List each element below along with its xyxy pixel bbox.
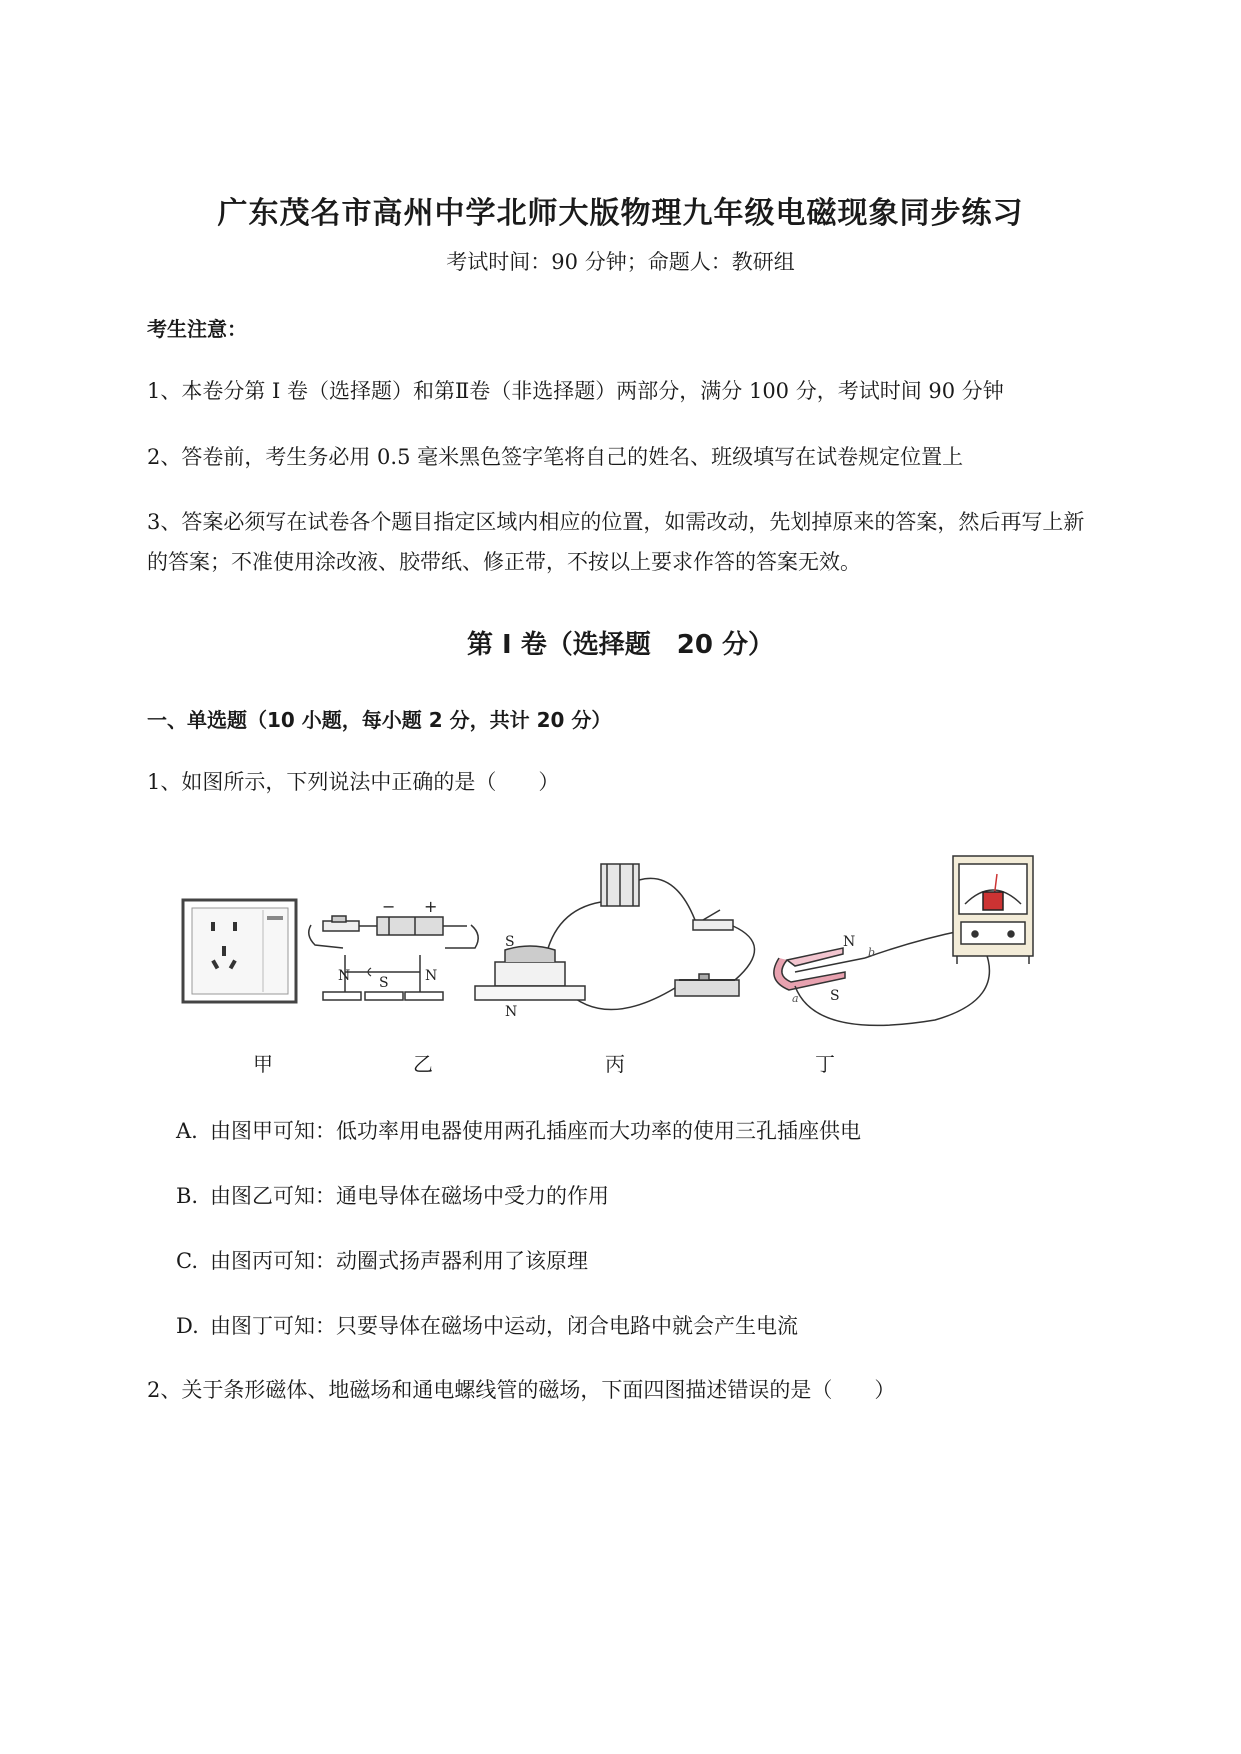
magnet-n: N (505, 1004, 518, 1020)
umagnet-n: N (843, 934, 856, 950)
option-text: 由图乙可知：通电导体在磁场中受力的作用 (210, 1184, 609, 1208)
option-letter: A. (176, 1119, 198, 1143)
option-d[interactable] (176, 1310, 798, 1340)
option-text: 由图甲可知：低功率用电器使用两孔插座而大功率的使用三孔插座供电 (210, 1119, 861, 1143)
wire-a: a (792, 992, 799, 1005)
rail-n-right: N (425, 968, 438, 984)
exam-info: 考试时间：90 分钟；命题人：教研组 (446, 250, 795, 274)
magnet-s: S (505, 934, 515, 950)
figure-label-jia: 甲 (253, 1052, 273, 1076)
question-2-stem: 2、关于条形磁体、地磁场和通电螺线管的磁场，下面四图描述错误的是（ ） (147, 1378, 896, 1402)
wire-b: b (868, 946, 876, 959)
notice-item-1: 1、本卷分第 I 卷（选择题）和第Ⅱ卷（非选择题）两部分，满分 100 分，考试时间 90 分钟 (147, 379, 1004, 403)
question-1-figure (175, 850, 1055, 1040)
notice-item-3: 3、答案必须写在试卷各个题目指定区域内相应的位置，如需改动，先划掉原来的答案，然后再写上新 (147, 510, 1085, 534)
umagnet-s: S (830, 988, 840, 1004)
magnet-circuit (475, 864, 755, 1010)
option-a[interactable] (176, 1115, 861, 1145)
rail-n-left: N (338, 968, 351, 984)
battery-minus: − (382, 897, 396, 916)
rail-circuit (309, 916, 478, 1000)
socket-panel (183, 900, 296, 1002)
figure-label-yi: 乙 (413, 1052, 433, 1076)
section-title: 第 I 卷（选择题 20 分） (466, 630, 774, 660)
battery-plus: + (424, 897, 438, 916)
part-heading: 一、单选题（10 小题，每小题 2 分，共计 20 分） (147, 708, 612, 732)
notice-item-3-cont: 的答案；不准使用涂改液、胶带纸、修正带，不按以上要求作答的答案无效。 (147, 550, 861, 574)
notice-heading: 考生注意： (147, 317, 247, 341)
question-1-stem: 1、如图所示，下列说法中正确的是（ ） (147, 770, 560, 794)
option-c[interactable] (176, 1245, 588, 1275)
option-text: 由图丙可知：动圈式扬声器利用了该原理 (210, 1249, 588, 1273)
option-letter: D. (176, 1314, 199, 1338)
figure-label-bing: 丙 (605, 1052, 625, 1076)
option-letter: B. (176, 1184, 199, 1208)
option-text: 由图丁可知：只要导体在磁场中运动，闭合电路中就会产生电流 (210, 1314, 798, 1338)
page-title: 广东茂名市高州中学北师大版物理九年级电磁现象同步练习 (217, 196, 1024, 231)
notice-item-2: 2、答卷前，考生务必用 0.5 毫米黑色签字笔将自己的姓名、班级填写在试卷规定位置上 (147, 445, 964, 469)
galvanometer-setup (774, 856, 1033, 1025)
option-b[interactable] (176, 1180, 609, 1210)
rail-s: S (379, 975, 389, 991)
option-letter: C. (176, 1249, 198, 1273)
figure-label-ding: 丁 (815, 1052, 835, 1076)
